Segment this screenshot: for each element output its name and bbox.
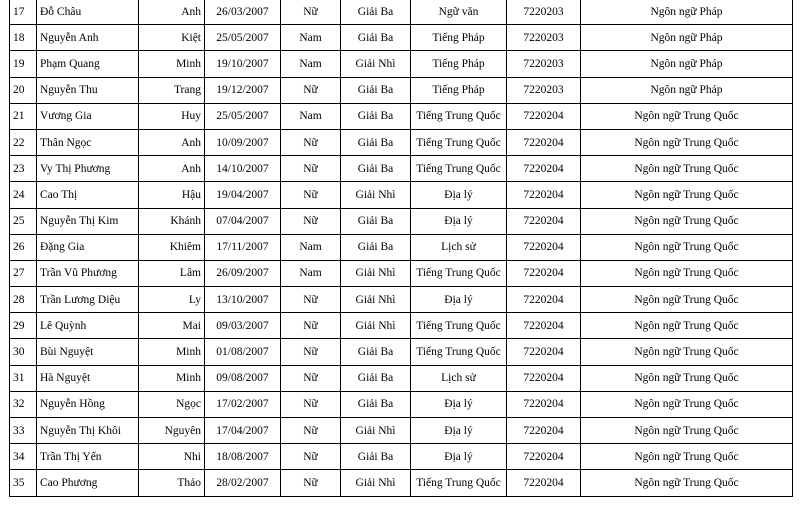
surname-cell: Bùi Nguyệt bbox=[37, 339, 139, 365]
table-row bbox=[10, 365, 793, 391]
birth-date-cell: 28/02/2007 bbox=[205, 470, 281, 496]
birth-date-cell: 07/04/2007 bbox=[205, 208, 281, 234]
award-cell: Giải Ba bbox=[341, 25, 411, 51]
surname-cell: Trần Vũ Phương bbox=[37, 260, 139, 286]
table-row bbox=[10, 156, 793, 182]
subject-cell: Lịch sử bbox=[411, 234, 507, 260]
row-number: 30 bbox=[10, 339, 37, 365]
birth-date-cell: 17/04/2007 bbox=[205, 418, 281, 444]
subject-cell: Tiếng Trung Quốc bbox=[411, 103, 507, 129]
given-name-cell: Khánh bbox=[139, 208, 205, 234]
row-number: 20 bbox=[10, 77, 37, 103]
surname-cell: Nguyễn Anh bbox=[37, 25, 139, 51]
birth-date-cell: 14/10/2007 bbox=[205, 156, 281, 182]
major-name-cell: Ngôn ngữ Trung Quốc bbox=[581, 287, 793, 313]
row-number: 21 bbox=[10, 103, 37, 129]
major-code-cell: 7220204 bbox=[507, 365, 581, 391]
given-name-cell: Kiệt bbox=[139, 25, 205, 51]
subject-cell: Tiếng Trung Quốc bbox=[411, 470, 507, 496]
gender-cell: Nữ bbox=[281, 182, 341, 208]
given-name-cell: Ngọc bbox=[139, 391, 205, 417]
surname-cell: Hà Nguyệt bbox=[37, 365, 139, 391]
major-code-cell: 7220204 bbox=[507, 103, 581, 129]
given-name-cell: Huy bbox=[139, 103, 205, 129]
surname-cell: Vy Thị Phương bbox=[37, 156, 139, 182]
birth-date-cell: 09/03/2007 bbox=[205, 313, 281, 339]
surname-cell: Nguyễn Hồng bbox=[37, 391, 139, 417]
subject-cell: Tiếng Trung Quốc bbox=[411, 156, 507, 182]
award-cell: Giải Ba bbox=[341, 339, 411, 365]
birth-date-cell: 09/08/2007 bbox=[205, 365, 281, 391]
table-row bbox=[10, 25, 793, 51]
award-cell: Giải Ba bbox=[341, 391, 411, 417]
gender-cell: Nữ bbox=[281, 391, 341, 417]
given-name-cell: Ly bbox=[139, 287, 205, 313]
given-name-cell: Thảo bbox=[139, 470, 205, 496]
subject-cell: Tiếng Trung Quốc bbox=[411, 129, 507, 155]
row-number: 17 bbox=[10, 0, 37, 25]
given-name-cell: Khiêm bbox=[139, 234, 205, 260]
row-number: 32 bbox=[10, 391, 37, 417]
row-number: 18 bbox=[10, 25, 37, 51]
surname-cell: Đặng Gia bbox=[37, 234, 139, 260]
award-cell: Giải Nhì bbox=[341, 287, 411, 313]
major-code-cell: 7220204 bbox=[507, 234, 581, 260]
award-cell: Giải Ba bbox=[341, 208, 411, 234]
major-name-cell: Ngôn ngữ Pháp bbox=[581, 0, 793, 25]
award-cell: Giải Ba bbox=[341, 77, 411, 103]
table-row bbox=[10, 0, 793, 25]
subject-cell: Địa lý bbox=[411, 182, 507, 208]
award-cell: Giải Ba bbox=[341, 129, 411, 155]
row-number: 25 bbox=[10, 208, 37, 234]
award-cell: Giải Nhì bbox=[341, 418, 411, 444]
award-cell: Giải Ba bbox=[341, 0, 411, 25]
major-code-cell: 7220204 bbox=[507, 156, 581, 182]
major-code-cell: 7220204 bbox=[507, 208, 581, 234]
birth-date-cell: 17/02/2007 bbox=[205, 391, 281, 417]
award-cell: Giải Nhì bbox=[341, 470, 411, 496]
birth-date-cell: 25/05/2007 bbox=[205, 25, 281, 51]
major-code-cell: 7220204 bbox=[507, 182, 581, 208]
major-name-cell: Ngôn ngữ Trung Quốc bbox=[581, 313, 793, 339]
major-code-cell: 7220204 bbox=[507, 287, 581, 313]
subject-cell: Địa lý bbox=[411, 208, 507, 234]
major-code-cell: 7220203 bbox=[507, 25, 581, 51]
birth-date-cell: 26/09/2007 bbox=[205, 260, 281, 286]
gender-cell: Nam bbox=[281, 103, 341, 129]
table-body bbox=[10, 0, 793, 496]
award-cell: Giải Ba bbox=[341, 156, 411, 182]
major-name-cell: Ngôn ngữ Trung Quốc bbox=[581, 129, 793, 155]
row-number: 19 bbox=[10, 51, 37, 77]
surname-cell: Thân Ngọc bbox=[37, 129, 139, 155]
birth-date-cell: 18/08/2007 bbox=[205, 444, 281, 470]
subject-cell: Tiếng Trung Quốc bbox=[411, 260, 507, 286]
major-name-cell: Ngôn ngữ Trung Quốc bbox=[581, 339, 793, 365]
surname-cell: Đỗ Châu bbox=[37, 0, 139, 25]
major-code-cell: 7220204 bbox=[507, 339, 581, 365]
gender-cell: Nữ bbox=[281, 0, 341, 25]
row-number: 22 bbox=[10, 129, 37, 155]
gender-cell: Nữ bbox=[281, 313, 341, 339]
given-name-cell: Nhi bbox=[139, 444, 205, 470]
major-name-cell: Ngôn ngữ Trung Quốc bbox=[581, 260, 793, 286]
table-row bbox=[10, 391, 793, 417]
gender-cell: Nữ bbox=[281, 129, 341, 155]
table-row bbox=[10, 260, 793, 286]
major-code-cell: 7220204 bbox=[507, 129, 581, 155]
surname-cell: Vương Gia bbox=[37, 103, 139, 129]
major-name-cell: Ngôn ngữ Pháp bbox=[581, 51, 793, 77]
surname-cell: Nguyễn Thu bbox=[37, 77, 139, 103]
birth-date-cell: 19/12/2007 bbox=[205, 77, 281, 103]
subject-cell: Tiếng Pháp bbox=[411, 51, 507, 77]
award-students-table bbox=[9, 0, 793, 497]
gender-cell: Nam bbox=[281, 51, 341, 77]
subject-cell: Địa lý bbox=[411, 444, 507, 470]
table-row bbox=[10, 287, 793, 313]
major-code-cell: 7220203 bbox=[507, 0, 581, 25]
given-name-cell: Minh bbox=[139, 339, 205, 365]
given-name-cell: Anh bbox=[139, 129, 205, 155]
given-name-cell: Minh bbox=[139, 51, 205, 77]
award-cell: Giải Ba bbox=[341, 365, 411, 391]
table-row bbox=[10, 208, 793, 234]
table-row bbox=[10, 444, 793, 470]
surname-cell: Phạm Quang bbox=[37, 51, 139, 77]
award-cell: Giải Ba bbox=[341, 234, 411, 260]
given-name-cell: Mai bbox=[139, 313, 205, 339]
major-name-cell: Ngôn ngữ Trung Quốc bbox=[581, 470, 793, 496]
gender-cell: Nam bbox=[281, 260, 341, 286]
gender-cell: Nữ bbox=[281, 339, 341, 365]
major-code-cell: 7220204 bbox=[507, 391, 581, 417]
subject-cell: Tiếng Pháp bbox=[411, 25, 507, 51]
subject-cell: Địa lý bbox=[411, 287, 507, 313]
birth-date-cell: 10/09/2007 bbox=[205, 129, 281, 155]
major-code-cell: 7220204 bbox=[507, 313, 581, 339]
subject-cell: Tiếng Pháp bbox=[411, 77, 507, 103]
major-name-cell: Ngôn ngữ Trung Quốc bbox=[581, 103, 793, 129]
given-name-cell: Anh bbox=[139, 156, 205, 182]
row-number: 31 bbox=[10, 365, 37, 391]
gender-cell: Nam bbox=[281, 234, 341, 260]
gender-cell: Nam bbox=[281, 25, 341, 51]
award-cell: Giải Ba bbox=[341, 103, 411, 129]
row-number: 33 bbox=[10, 418, 37, 444]
subject-cell: Lịch sử bbox=[411, 365, 507, 391]
table-row bbox=[10, 313, 793, 339]
table-row bbox=[10, 182, 793, 208]
birth-date-cell: 17/11/2007 bbox=[205, 234, 281, 260]
major-name-cell: Ngôn ngữ Trung Quốc bbox=[581, 156, 793, 182]
row-number: 35 bbox=[10, 470, 37, 496]
row-number: 28 bbox=[10, 287, 37, 313]
given-name-cell: Trang bbox=[139, 77, 205, 103]
row-number: 27 bbox=[10, 260, 37, 286]
gender-cell: Nữ bbox=[281, 287, 341, 313]
major-name-cell: Ngôn ngữ Trung Quốc bbox=[581, 391, 793, 417]
surname-cell: Nguyễn Thị Kim bbox=[37, 208, 139, 234]
row-number: 26 bbox=[10, 234, 37, 260]
surname-cell: Lê Quỳnh bbox=[37, 313, 139, 339]
row-number: 23 bbox=[10, 156, 37, 182]
subject-cell: Ngữ văn bbox=[411, 0, 507, 25]
award-cell: Giải Nhì bbox=[341, 260, 411, 286]
major-code-cell: 7220203 bbox=[507, 77, 581, 103]
surname-cell: Cao Thị bbox=[37, 182, 139, 208]
major-name-cell: Ngôn ngữ Trung Quốc bbox=[581, 208, 793, 234]
major-name-cell: Ngôn ngữ Pháp bbox=[581, 77, 793, 103]
gender-cell: Nữ bbox=[281, 470, 341, 496]
birth-date-cell: 19/04/2007 bbox=[205, 182, 281, 208]
row-number: 34 bbox=[10, 444, 37, 470]
gender-cell: Nữ bbox=[281, 444, 341, 470]
subject-cell: Tiếng Trung Quốc bbox=[411, 339, 507, 365]
given-name-cell: Nguyên bbox=[139, 418, 205, 444]
given-name-cell: Hậu bbox=[139, 182, 205, 208]
birth-date-cell: 13/10/2007 bbox=[205, 287, 281, 313]
table-row bbox=[10, 51, 793, 77]
table-row bbox=[10, 470, 793, 496]
birth-date-cell: 19/10/2007 bbox=[205, 51, 281, 77]
surname-cell: Nguyễn Thị Khôi bbox=[37, 418, 139, 444]
major-code-cell: 7220203 bbox=[507, 51, 581, 77]
given-name-cell: Lâm bbox=[139, 260, 205, 286]
table-row bbox=[10, 339, 793, 365]
given-name-cell: Minh bbox=[139, 365, 205, 391]
award-cell: Giải Nhì bbox=[341, 313, 411, 339]
given-name-cell: Anh bbox=[139, 0, 205, 25]
surname-cell: Cao Phương bbox=[37, 470, 139, 496]
major-name-cell: Ngôn ngữ Trung Quốc bbox=[581, 182, 793, 208]
major-name-cell: Ngôn ngữ Trung Quốc bbox=[581, 365, 793, 391]
table-row bbox=[10, 418, 793, 444]
table-row bbox=[10, 234, 793, 260]
major-name-cell: Ngôn ngữ Trung Quốc bbox=[581, 444, 793, 470]
award-cell: Giải Nhì bbox=[341, 51, 411, 77]
subject-cell: Địa lý bbox=[411, 391, 507, 417]
major-code-cell: 7220204 bbox=[507, 260, 581, 286]
gender-cell: Nữ bbox=[281, 365, 341, 391]
table-row bbox=[10, 103, 793, 129]
table-row bbox=[10, 129, 793, 155]
major-name-cell: Ngôn ngữ Pháp bbox=[581, 25, 793, 51]
major-name-cell: Ngôn ngữ Trung Quốc bbox=[581, 234, 793, 260]
major-name-cell: Ngôn ngữ Trung Quốc bbox=[581, 418, 793, 444]
major-code-cell: 7220204 bbox=[507, 444, 581, 470]
row-number: 29 bbox=[10, 313, 37, 339]
birth-date-cell: 26/03/2007 bbox=[205, 0, 281, 25]
gender-cell: Nữ bbox=[281, 208, 341, 234]
major-code-cell: 7220204 bbox=[507, 470, 581, 496]
award-cell: Giải Ba bbox=[341, 444, 411, 470]
birth-date-cell: 01/08/2007 bbox=[205, 339, 281, 365]
subject-cell: Tiếng Trung Quốc bbox=[411, 313, 507, 339]
surname-cell: Trần Lương Diệu bbox=[37, 287, 139, 313]
gender-cell: Nữ bbox=[281, 77, 341, 103]
award-cell: Giải Nhì bbox=[341, 182, 411, 208]
birth-date-cell: 25/05/2007 bbox=[205, 103, 281, 129]
row-number: 24 bbox=[10, 182, 37, 208]
subject-cell: Địa lý bbox=[411, 418, 507, 444]
surname-cell: Trần Thị Yến bbox=[37, 444, 139, 470]
major-code-cell: 7220204 bbox=[507, 418, 581, 444]
table-row bbox=[10, 77, 793, 103]
gender-cell: Nữ bbox=[281, 156, 341, 182]
gender-cell: Nữ bbox=[281, 418, 341, 444]
